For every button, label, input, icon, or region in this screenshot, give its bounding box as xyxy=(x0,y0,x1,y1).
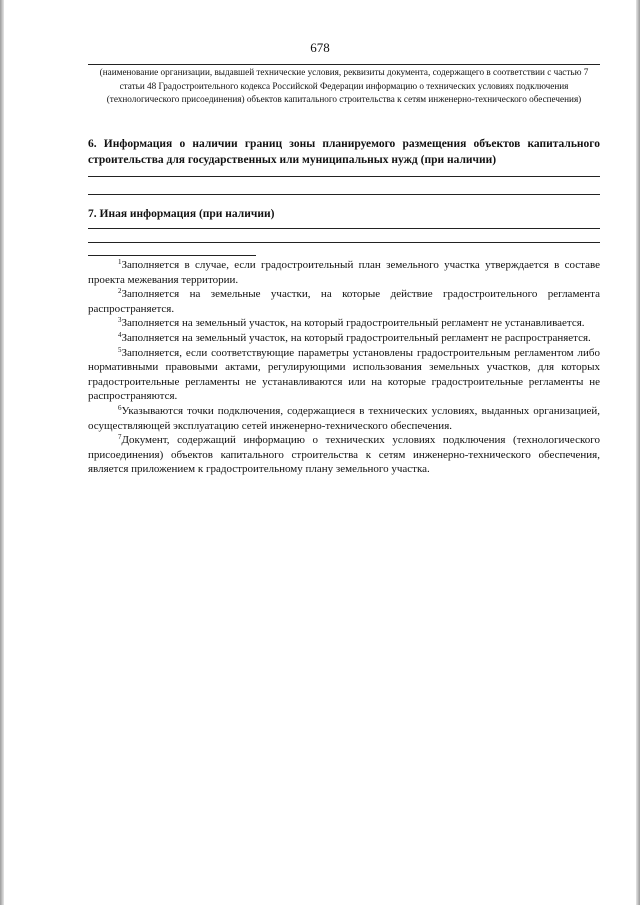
section-6-fill-line-1 xyxy=(88,176,600,177)
footnote-text: Заполняется на земельный участок, на который градостроительный регламент не распространяется. xyxy=(121,331,591,344)
footnote-text: Заполняется на земельные участки, на которые действие градостроительного регламента распространяется. xyxy=(88,288,600,315)
footnote-mark: 7 xyxy=(118,433,122,442)
footnote-text: Документ, содержащий информацию о технических условиях подключения (технологического присоединения) объектов капитального строительства к сетям инженерно-технического обеспечения, является приложением к градостроительному плану земельного участка. xyxy=(88,434,600,476)
page-number: 678 xyxy=(310,40,330,55)
section-6-heading: 6. Информация о наличии границ зоны планируемого размещения объектов капитального строительства для государственных или муниципальных нужд (при наличии) xyxy=(88,138,600,166)
footnote-mark: 3 xyxy=(118,316,122,325)
field-caption: (наименование организации, выдавшей технические условия, реквизиты документа, содержащего в соответствии с частью 7 статьи 48 Градостроительного кодекса Российской Федерации информацию о технических условиях подключения (технологического присоединения) объектов капитального строительства к сетям инженерно-технического обеспечения) xyxy=(99,67,589,104)
footnote-text: Заполняется, если соответствующие параметры установлены градостроительным регламентом либо нормативными правовыми актами, регулирующими использования земельных участков, для которых градостроительные регламенты не устанавливаются или на которые градостроительные регламенты не распространяются. xyxy=(88,346,600,403)
scan-edge-right xyxy=(636,0,640,905)
footnote-mark: 1 xyxy=(118,258,122,266)
scan-edge-left xyxy=(0,0,4,905)
section-7-fill-line-1 xyxy=(88,228,600,229)
footnotes xyxy=(88,258,600,477)
footnote-6 xyxy=(88,404,600,433)
footnote-text: Указываются точки подключения, содержащиеся в технических условиях, выданных организацией, осуществляющей эксплуатацию сетей инженерно-технического обеспечения. xyxy=(88,404,600,432)
section-7-heading: 7. Иная информация (при наличии) xyxy=(88,208,275,220)
footnote-mark: 4 xyxy=(118,330,122,339)
top-fill-line xyxy=(88,64,600,65)
footnote-2 xyxy=(88,287,600,316)
footnote-5 xyxy=(88,346,600,404)
section-6-fill-line-2 xyxy=(88,194,600,195)
footnote-1 xyxy=(88,258,600,287)
footnote-separator xyxy=(88,255,256,256)
footnote-mark: 5 xyxy=(118,345,122,354)
footnote-7 xyxy=(88,433,600,477)
footnote-3 xyxy=(88,316,600,331)
footnote-4 xyxy=(88,331,600,346)
section-7-fill-line-2 xyxy=(88,242,600,243)
footnote-mark: 6 xyxy=(118,403,122,412)
footnote-mark: 2 xyxy=(118,287,122,296)
footnote-text: Заполняется на земельный участок, на который градостроительный регламент не устанавливается. xyxy=(121,317,585,330)
footnote-text: Заполняется в случае, если градостроительный план земельного участка утверждается в составе проекта межевания территории. xyxy=(88,259,600,286)
